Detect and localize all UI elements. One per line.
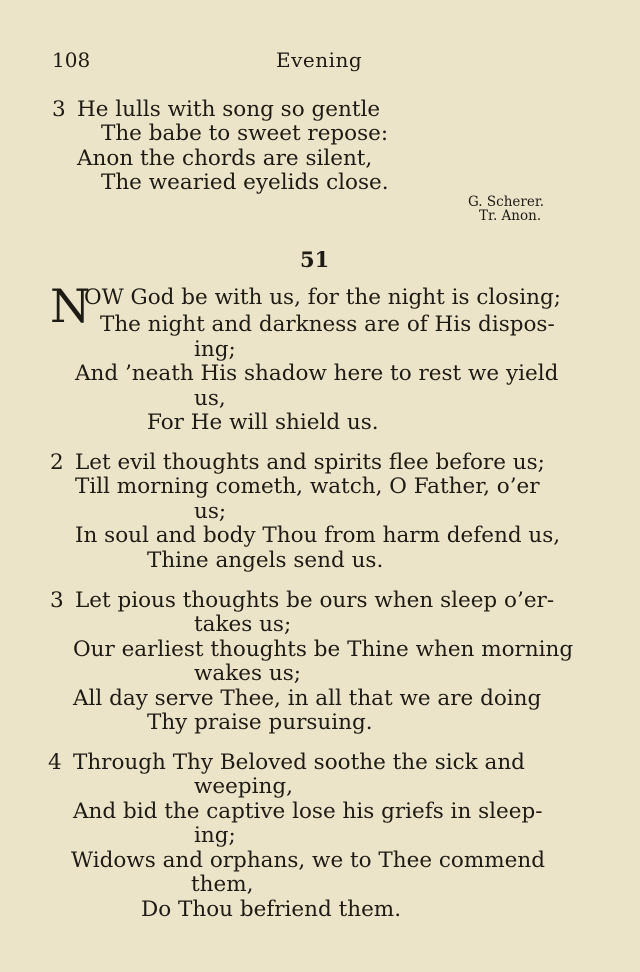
verse-line: ing;: [194, 823, 236, 848]
verse-line: All day serve Thee, in all that we are doing: [73, 686, 542, 711]
verse-line: Thine angels send us.: [147, 548, 384, 573]
drop-cap: N: [50, 279, 91, 333]
verse-line: us,: [194, 386, 226, 411]
verse-line: The night and darkness are of His dispos-: [100, 312, 555, 337]
verse-line: [52, 98, 66, 122]
verse-line: us;: [194, 499, 227, 524]
translator-attribution: Tr. Anon.: [479, 208, 542, 224]
verse-line: Let evil thoughts and spirits flee before us;: [75, 450, 545, 475]
verse-line: And ’neath His shadow here to rest we yield: [75, 361, 559, 386]
verse-line: Widows and orphans, we to Thee commend: [71, 848, 545, 873]
verse-number: 2: [50, 450, 64, 475]
verse-line: For He will shield us.: [147, 410, 379, 435]
verse-line: weeping,: [194, 774, 293, 799]
verse-line: Through Thy Beloved soothe the sick and: [73, 750, 525, 775]
verse-line: Our earliest thoughts be Thine when morning: [73, 637, 574, 662]
author-attribution: G. Scherer.: [468, 194, 545, 210]
page-number: 108: [52, 48, 91, 72]
verse-line: Thy praise pursuing.: [147, 710, 373, 735]
hymn-number: 51: [300, 247, 330, 272]
verse-line: Do Thou befriend them.: [141, 897, 402, 922]
verse-number: 3: [50, 588, 64, 613]
verse-line: And bid the captive lose his griefs in sleep-: [73, 799, 543, 824]
verse-line: He lulls with song so gentle: [77, 97, 381, 122]
verse-number: 4: [48, 750, 62, 775]
verse-line: In soul and body Thou from harm defend us,: [75, 523, 561, 548]
verse-line: The babe to sweet repose:: [101, 121, 389, 146]
verse-number: 3: [52, 97, 66, 122]
verse-line: takes us;: [194, 612, 292, 637]
verse-line: Let pious thoughts be ours when sleep o’er-: [75, 588, 555, 613]
verse-line: The wearied eyelids close.: [101, 170, 389, 195]
verse-line: them,: [191, 872, 254, 897]
verse-line: Anon the chords are silent,: [77, 146, 373, 171]
verse-line: wakes us;: [194, 661, 301, 686]
running-header: Evening: [276, 48, 363, 72]
verse-line: OW God be with us, for the night is closing;: [84, 285, 561, 310]
verse-line: Till morning cometh, watch, O Father, o’er: [75, 474, 540, 499]
verse-line: ing;: [194, 337, 236, 362]
